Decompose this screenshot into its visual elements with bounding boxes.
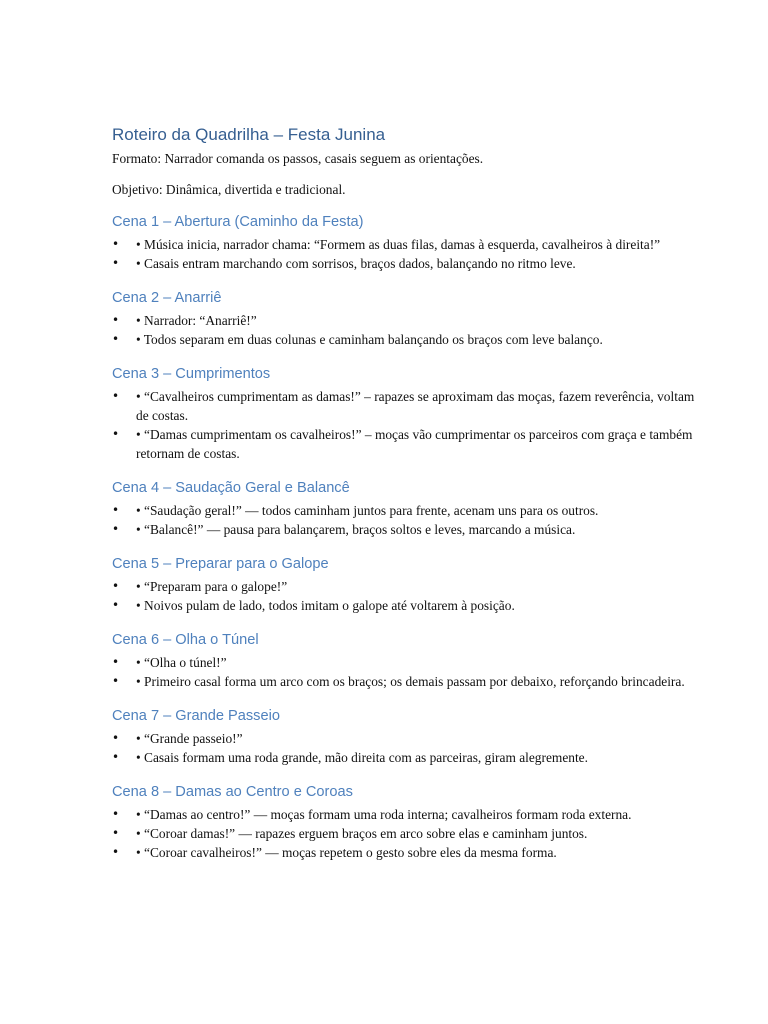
list-item — [112, 577, 704, 596]
scene-heading: Cena 5 – Preparar para o Galope — [112, 556, 329, 572]
list-item — [112, 748, 704, 767]
scene-section — [112, 364, 704, 463]
list-item-text: • “Balancê!” — pausa para balançarem, braços soltos e leves, marcando a música. — [136, 522, 576, 537]
list-item-text: • Narrador: “Anarriê!” — [136, 313, 257, 328]
scene-heading: Cena 6 – Olha o Túnel — [112, 632, 259, 648]
list-item — [112, 520, 704, 539]
list-item — [112, 805, 704, 824]
list-item-text: • Música inicia, narrador chama: “Formem as duas filas, damas à esquerda, cavalheiros à direita!” — [136, 237, 661, 252]
bullet-icon: • — [112, 845, 120, 859]
list-item — [112, 596, 704, 615]
scene-section — [112, 782, 704, 862]
bullet-icon: • — [112, 826, 120, 840]
scene-item-list — [112, 311, 704, 349]
bullet-icon: • — [112, 655, 120, 669]
bullet-icon: • — [112, 313, 120, 327]
bullet-icon: • — [112, 237, 120, 251]
list-item — [112, 235, 704, 254]
list-item — [112, 729, 704, 748]
scene-section — [112, 554, 704, 615]
list-item — [112, 254, 704, 273]
list-item-text: • Casais formam uma roda grande, mão direita com as parceiras, giram alegremente. — [136, 750, 588, 765]
scene-heading: Cena 1 – Abertura (Caminho da Festa) — [112, 214, 364, 230]
format-line: Formato: Narrador comanda os passos, casais seguem as orientações. — [112, 151, 484, 166]
bullet-icon: • — [112, 807, 120, 821]
list-item — [112, 653, 704, 672]
bullet-icon: • — [112, 579, 120, 593]
scene-section — [112, 630, 704, 691]
list-item — [112, 387, 704, 425]
list-item-text: • “Olha o túnel!” — [136, 655, 227, 670]
objective-line: Objetivo: Dinâmica, divertida e tradicional. — [112, 182, 346, 197]
bullet-icon: • — [112, 598, 120, 612]
list-item-text: • Noivos pulam de lado, todos imitam o galope até voltarem à posição. — [136, 598, 515, 613]
list-item-text: • Primeiro casal forma um arco com os braços; os demais passam por debaixo, reforçando brincadeira. — [136, 674, 685, 689]
list-item — [112, 843, 704, 862]
scene-section — [112, 478, 704, 539]
scene-item-list — [112, 501, 704, 539]
bullet-icon: • — [112, 503, 120, 517]
list-item — [112, 330, 704, 349]
list-item-text: • Todos separam em duas colunas e caminham balançando os braços com leve balanço. — [136, 332, 603, 347]
list-item — [112, 311, 704, 330]
bullet-icon: • — [112, 256, 120, 270]
scene-item-list — [112, 805, 704, 862]
scene-item-list — [112, 577, 704, 615]
scene-section — [112, 212, 704, 273]
scene-heading: Cena 4 – Saudação Geral e Balancê — [112, 480, 350, 496]
bullet-icon: • — [112, 427, 120, 441]
list-item-text: • “Preparam para o galope!” — [136, 579, 288, 594]
list-item-text: • “Saudação geral!” — todos caminham juntos para frente, acenam uns para os outros. — [136, 503, 599, 518]
list-item — [112, 672, 704, 691]
list-item-text: • “Damas ao centro!” — moças formam uma roda interna; cavalheiros formam roda externa. — [136, 807, 632, 822]
scene-heading: Cena 7 – Grande Passeio — [112, 708, 280, 724]
list-item-text: • “Damas cumprimentam os cavalheiros!” – moças vão cumprimentar os parceiros com graça e também retornam de costas. — [136, 427, 693, 461]
scene-list — [112, 212, 704, 862]
list-item — [112, 425, 704, 463]
list-item-text: • Casais entram marchando com sorrisos, braços dados, balançando no ritmo leve. — [136, 256, 576, 271]
bullet-icon: • — [112, 750, 120, 764]
list-item-text: • “Cavalheiros cumprimentam as damas!” – rapazes se aproximam das moças, fazem reverência, voltam de costas. — [136, 389, 695, 423]
list-item-text: • “Coroar damas!” — rapazes erguem braços em arco sobre elas e caminham juntos. — [136, 826, 588, 841]
list-item-text: • “Coroar cavalheiros!” — moças repetem o gesto sobre eles da mesma forma. — [136, 845, 557, 860]
bullet-icon: • — [112, 389, 120, 403]
bullet-icon: • — [112, 731, 120, 745]
list-item — [112, 824, 704, 843]
list-item-text: • “Grande passeio!” — [136, 731, 243, 746]
scene-heading: Cena 8 – Damas ao Centro e Coroas — [112, 784, 353, 800]
list-item — [112, 501, 704, 520]
scene-section — [112, 288, 704, 349]
bullet-icon: • — [112, 332, 120, 346]
bullet-icon: • — [112, 674, 120, 688]
scene-heading: Cena 3 – Cumprimentos — [112, 366, 271, 382]
scene-item-list — [112, 729, 704, 767]
scene-item-list — [112, 387, 704, 463]
scene-item-list — [112, 653, 704, 691]
scene-item-list — [112, 235, 704, 273]
document-title: Roteiro da Quadrilha – Festa Junina — [112, 125, 386, 144]
bullet-icon: • — [112, 522, 120, 536]
scene-heading: Cena 2 – Anarriê — [112, 290, 222, 306]
scene-section — [112, 706, 704, 767]
